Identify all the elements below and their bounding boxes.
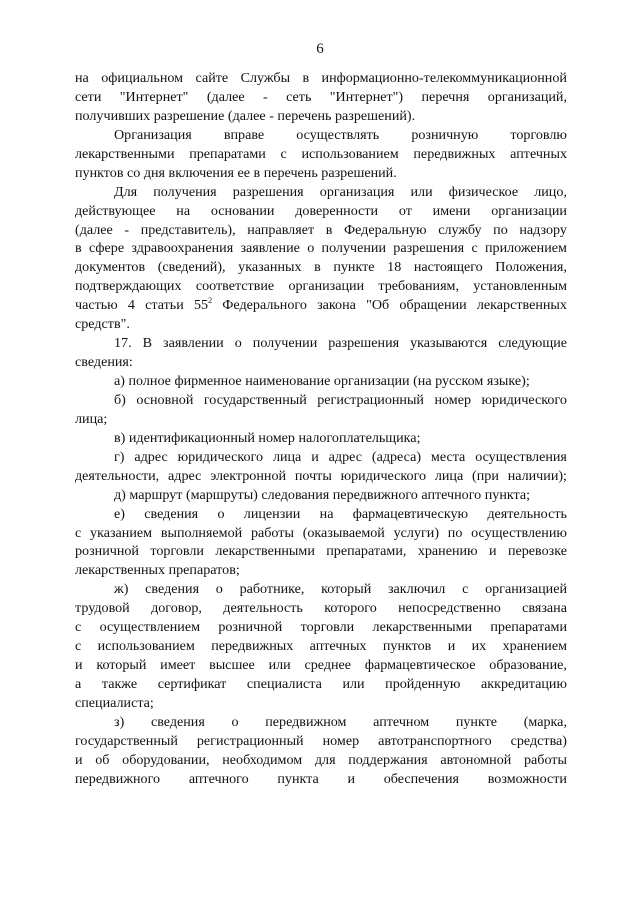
text-line xyxy=(75,599,567,618)
word: лицензии xyxy=(243,505,301,522)
word: надзору xyxy=(519,221,567,238)
word: 18 xyxy=(387,259,402,276)
word: лица xyxy=(434,467,464,484)
word: автономной xyxy=(440,751,512,768)
word: основной xyxy=(136,391,194,408)
word: которого xyxy=(324,600,377,617)
word: аптечных xyxy=(309,638,367,655)
word: с xyxy=(75,524,82,541)
text-line xyxy=(75,675,567,694)
text-line xyxy=(75,258,567,277)
word: адрес xyxy=(168,467,202,484)
text-line xyxy=(75,88,567,107)
word: по xyxy=(493,221,508,238)
word: информационно-телекоммуникационной xyxy=(321,70,567,86)
word: имеет xyxy=(160,657,196,674)
word: хранению xyxy=(417,543,478,560)
word: лекарственными xyxy=(75,145,175,162)
word: регистрационный xyxy=(196,732,304,749)
word: (далее xyxy=(206,88,245,105)
word: лекарственными xyxy=(215,543,315,560)
word: Федерального xyxy=(222,297,307,314)
word: фармацевтическое xyxy=(364,657,476,674)
word: лекарственных xyxy=(476,297,567,314)
word: доверенности xyxy=(295,202,379,219)
text-line xyxy=(75,732,567,751)
word: е) xyxy=(114,505,125,522)
word: передвижных xyxy=(413,145,496,162)
word: з) xyxy=(114,713,125,730)
word: их xyxy=(471,638,487,655)
word: розничную xyxy=(411,126,479,143)
word: трудовой xyxy=(75,600,130,617)
word: требованиям, xyxy=(378,278,459,295)
word: настоящего xyxy=(413,259,483,276)
word: торговлю xyxy=(510,126,567,143)
text-line xyxy=(75,448,567,467)
word: сайте xyxy=(195,70,229,86)
word: почты xyxy=(294,467,332,484)
text-line xyxy=(75,221,567,240)
word: соответствие xyxy=(195,278,275,295)
line-text: а) полное фирменное наименование организации (на русском языке); xyxy=(114,373,530,389)
word: о xyxy=(234,335,242,352)
word: перечня xyxy=(421,88,470,105)
word: - xyxy=(124,221,130,238)
text-line xyxy=(75,429,567,448)
word: и xyxy=(75,657,83,674)
word: на xyxy=(319,505,334,522)
word: (далее xyxy=(75,221,113,238)
superscript: 2 xyxy=(208,295,213,305)
word: пункта xyxy=(277,770,319,787)
line-text: сведения: xyxy=(75,354,133,371)
word: указанием xyxy=(90,524,153,541)
word: розничной xyxy=(75,543,139,560)
word: или xyxy=(268,657,291,674)
text-line xyxy=(75,107,567,126)
word: который xyxy=(96,657,147,674)
word: Федеральную xyxy=(343,221,427,238)
word: сети xyxy=(75,88,102,105)
word: основании xyxy=(210,202,275,219)
word: сведения xyxy=(150,713,205,730)
word: лица xyxy=(272,448,302,465)
word: от xyxy=(398,202,412,219)
word: в xyxy=(302,70,310,86)
word: (марка, xyxy=(523,713,567,730)
word: оборудовании, xyxy=(122,751,210,768)
word: - xyxy=(263,88,268,105)
word: получении xyxy=(252,335,318,352)
word: или xyxy=(342,676,365,692)
text-line xyxy=(75,183,567,202)
text-line xyxy=(75,694,567,713)
word: юридического xyxy=(481,391,567,408)
word: в xyxy=(325,221,333,238)
text-line xyxy=(75,296,567,315)
word: и xyxy=(75,751,83,768)
word: государственный xyxy=(203,391,307,408)
word: передвижных xyxy=(211,638,294,655)
word: о xyxy=(231,713,239,730)
word: передвижного xyxy=(75,770,161,787)
word: деятельность xyxy=(487,505,567,522)
word: организации xyxy=(288,278,365,295)
word: пункте xyxy=(333,259,375,276)
word: торговли xyxy=(150,543,204,560)
word: использованием xyxy=(97,638,195,655)
word: который xyxy=(321,581,372,598)
word: номер xyxy=(322,732,360,749)
word: передвижном xyxy=(265,713,347,730)
word: документов xyxy=(75,259,146,276)
word: а xyxy=(75,676,82,692)
line-text: д) маршрут (маршруты) следования передвижного аптечного пункта; xyxy=(114,486,531,503)
line-text: специалиста; xyxy=(75,694,154,711)
word: и xyxy=(311,448,319,465)
word: приложением xyxy=(485,240,567,257)
word: имени xyxy=(432,202,471,219)
word: представитель), xyxy=(140,221,236,238)
word: службу xyxy=(438,221,482,238)
word: аптечных xyxy=(510,145,567,162)
word: организации xyxy=(491,202,567,219)
text-line xyxy=(75,410,567,429)
text-line xyxy=(75,524,567,543)
word: указываются xyxy=(410,335,488,352)
word: с xyxy=(280,145,287,162)
word: "Интернет" xyxy=(119,88,189,105)
word: также xyxy=(101,676,138,692)
word: сведения xyxy=(145,581,200,598)
word: о xyxy=(215,581,223,598)
word: аптечном xyxy=(373,713,430,730)
word: Положения, xyxy=(495,259,567,276)
word: заявлении xyxy=(163,335,224,352)
text-line xyxy=(75,239,567,258)
word: пункте xyxy=(455,713,498,730)
text-line xyxy=(75,145,567,164)
word: услуги) xyxy=(393,524,440,541)
text-line xyxy=(75,467,567,486)
word: В xyxy=(142,335,153,352)
line-text: получивших разрешение (далее - перечень разрешений). xyxy=(75,107,416,124)
text-line xyxy=(75,164,567,183)
word: организация xyxy=(319,183,395,200)
text-line xyxy=(75,486,567,505)
word: сведения xyxy=(144,505,199,522)
word: выполняемой xyxy=(160,524,243,541)
word: с xyxy=(75,619,82,636)
word: по xyxy=(447,524,463,541)
word: в xyxy=(314,259,321,276)
text-line xyxy=(75,542,567,561)
word: о xyxy=(217,505,225,522)
word: регистрационный xyxy=(317,391,424,408)
word: необходимом xyxy=(222,751,303,768)
word: адрес xyxy=(134,448,168,465)
text-line xyxy=(75,126,567,145)
word: высшее xyxy=(209,657,255,674)
word: закона xyxy=(317,297,356,314)
word: или xyxy=(410,183,433,200)
word: средства) xyxy=(510,732,567,749)
word: юридического xyxy=(177,448,264,465)
word: заявление xyxy=(240,240,300,257)
word: перевозке xyxy=(507,543,567,560)
word: осуществления xyxy=(475,448,567,465)
text-line xyxy=(75,751,567,770)
word: 4 xyxy=(127,297,135,314)
word: электронной xyxy=(210,467,287,484)
word: и xyxy=(447,638,456,655)
word: автотранспортного xyxy=(378,732,492,749)
text-line xyxy=(75,353,567,372)
word: наличии); xyxy=(507,467,567,484)
text-line xyxy=(75,580,567,599)
word: с xyxy=(471,240,478,257)
word: для xyxy=(314,751,336,768)
text-line xyxy=(75,561,567,580)
word: розничной xyxy=(218,619,283,636)
word: направляет xyxy=(247,221,315,238)
text-line xyxy=(75,372,567,391)
word: установленным xyxy=(473,278,567,295)
text-line xyxy=(75,391,567,410)
word: $55^2$ xyxy=(193,295,213,314)
word: номер xyxy=(434,391,472,408)
word: непосредственно xyxy=(398,600,501,617)
word: среднее xyxy=(304,657,352,674)
word: (при xyxy=(472,467,499,484)
word: организаций, xyxy=(487,88,567,105)
word: физическое xyxy=(448,183,519,200)
word: образование, xyxy=(489,657,567,674)
page-number: 6 xyxy=(316,41,324,57)
word: места xyxy=(430,448,466,465)
word: "Об xyxy=(366,297,390,314)
word: об xyxy=(95,751,110,768)
word: Организация xyxy=(114,126,192,143)
text-line xyxy=(75,277,567,296)
word: аккредитацию xyxy=(481,676,567,692)
word: осуществлять xyxy=(296,126,380,143)
line-text: лица; xyxy=(75,410,108,427)
word: "Интернет") xyxy=(329,88,404,105)
word: препаратами, xyxy=(326,543,407,560)
word: договор, xyxy=(151,600,202,617)
word: с xyxy=(75,638,82,655)
word: работы xyxy=(250,524,294,541)
word: частью xyxy=(75,297,118,314)
line-text: пунктов со дня включения ее в перечень разрешений. xyxy=(75,164,397,181)
word: обеспечения xyxy=(383,770,460,787)
word: разрешения xyxy=(232,183,304,200)
word: препаратами xyxy=(490,619,567,636)
text-line xyxy=(75,713,567,732)
word: подтверждающих xyxy=(75,278,182,295)
word: официальном xyxy=(101,70,184,86)
word: организацией xyxy=(485,581,567,598)
word: препаратами xyxy=(189,145,266,162)
line-text: в) идентификационный номер налогоплательщика; xyxy=(114,429,421,446)
word: (сведений), xyxy=(157,259,226,276)
word: 17. xyxy=(114,335,132,352)
word: осуществлению xyxy=(471,524,567,541)
word: связана xyxy=(522,600,567,617)
word: работнике, xyxy=(239,581,305,598)
word: деятельность xyxy=(223,600,303,617)
text-line xyxy=(75,334,567,353)
word: о xyxy=(307,240,315,257)
word: действующее xyxy=(75,202,156,219)
word: получения xyxy=(153,183,217,200)
word: юридического xyxy=(340,467,427,484)
word: использованием xyxy=(301,145,399,162)
line-text: лекарственных препаратов; xyxy=(75,562,240,579)
word: поддержания xyxy=(348,751,428,768)
line-text: средств". xyxy=(75,316,130,333)
word: деятельности, xyxy=(75,467,160,484)
word: торговли xyxy=(300,619,355,636)
document-body xyxy=(75,69,567,789)
word: указанных xyxy=(238,259,302,276)
text-line xyxy=(75,315,567,334)
word: сфере xyxy=(88,240,125,257)
text-line xyxy=(75,505,567,524)
word: сертификат xyxy=(157,676,227,692)
word: на xyxy=(75,70,89,86)
word: статьи xyxy=(145,297,184,314)
text-line xyxy=(75,637,567,656)
word: аптечного xyxy=(188,770,249,787)
word: Службы xyxy=(240,70,291,86)
word: б) xyxy=(114,391,126,408)
word: г) xyxy=(114,448,125,465)
word: осуществлением xyxy=(99,619,200,636)
word: специалиста xyxy=(246,676,322,692)
word: следующие xyxy=(498,335,567,352)
word: Для xyxy=(114,183,138,200)
word: возможности xyxy=(487,770,567,787)
word: разрешения xyxy=(328,335,400,352)
text-line xyxy=(75,69,567,88)
word: работы xyxy=(523,751,567,768)
word: (оказываемой xyxy=(302,524,385,541)
word: лицо, xyxy=(534,183,567,200)
word: хранением xyxy=(502,638,567,655)
word: сеть xyxy=(286,88,312,105)
word: и xyxy=(347,770,356,787)
word: лекарственными xyxy=(372,619,473,636)
word: вправе xyxy=(223,126,265,143)
word: на xyxy=(176,202,191,219)
text-line xyxy=(75,656,567,675)
word: заключил xyxy=(387,581,446,598)
text-line xyxy=(75,770,567,789)
word: (адреса) xyxy=(371,448,422,465)
text-line xyxy=(75,618,567,637)
word: и xyxy=(489,543,497,560)
word: государственный xyxy=(75,732,178,749)
word: фармацевтическую xyxy=(352,505,469,522)
word: пунктов xyxy=(382,638,432,655)
text-line xyxy=(75,202,567,221)
word: пройденную xyxy=(385,676,461,692)
word: получении xyxy=(321,240,386,257)
word: ж) xyxy=(114,581,129,598)
word: обращении xyxy=(399,297,467,314)
word: здравоохранения xyxy=(131,240,234,257)
word: в xyxy=(75,240,82,257)
word: адрес xyxy=(328,448,362,465)
word: с xyxy=(462,581,469,598)
word: разрешения xyxy=(393,240,465,257)
